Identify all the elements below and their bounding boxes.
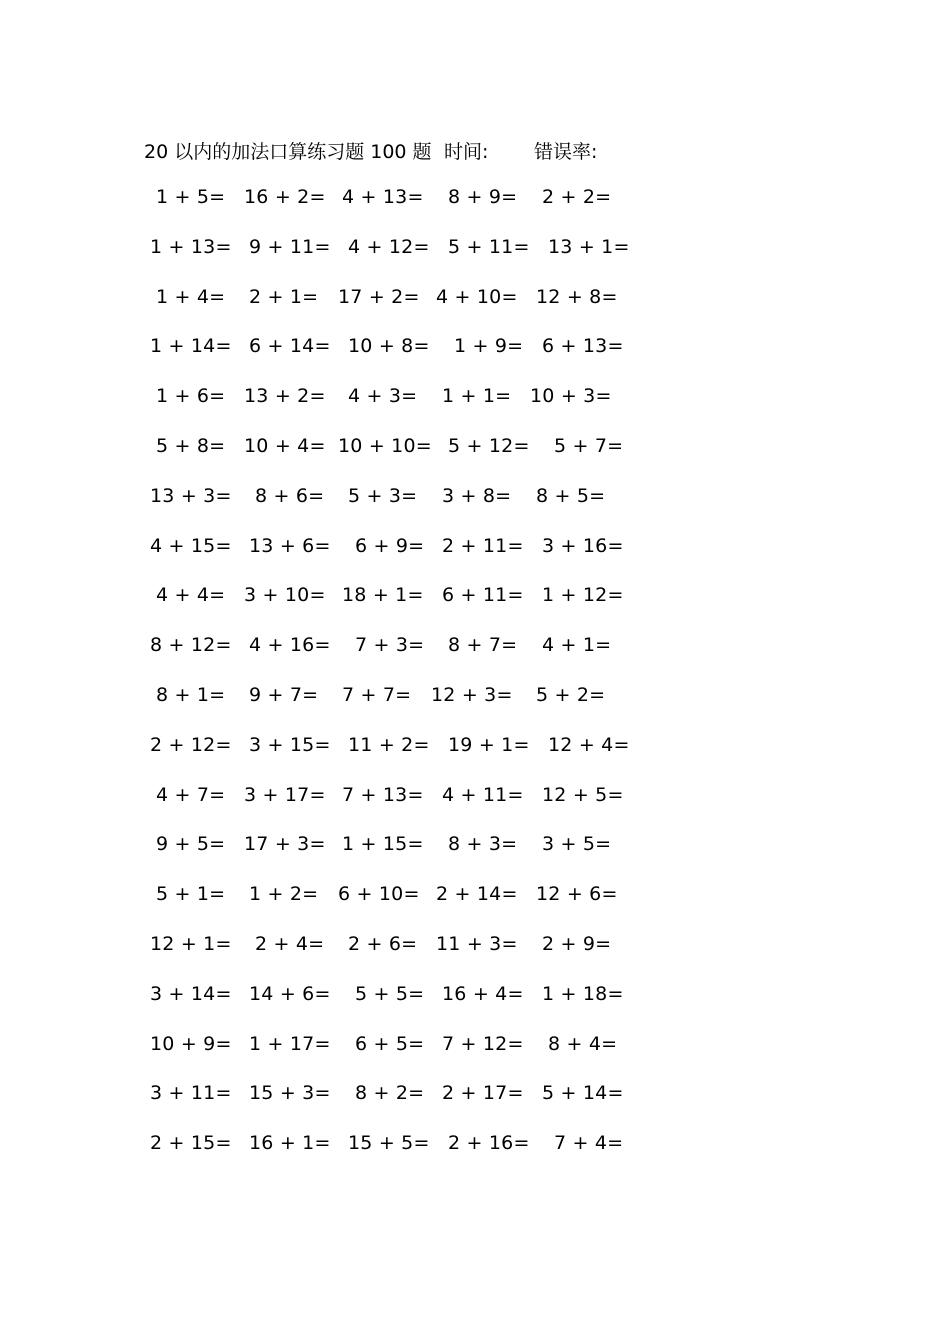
addition-problem: 8 + 9=: [448, 186, 518, 208]
addition-problem: 3 + 14=: [150, 982, 232, 1005]
problem-row: [150, 734, 630, 784]
addition-problem: 12 + 5=: [542, 783, 624, 806]
addition-problem: 5 + 11=: [448, 235, 530, 258]
addition-problem: 8 + 12=: [150, 634, 232, 657]
addition-problem: 16 + 2=: [244, 186, 326, 208]
addition-problem: 16 + 4=: [442, 982, 524, 1005]
addition-problem: 4 + 15=: [150, 534, 232, 557]
problem-row: [150, 435, 630, 485]
addition-problem: 2 + 12=: [150, 733, 232, 756]
addition-problem: 2 + 16=: [448, 1132, 530, 1155]
problem-row: [150, 784, 630, 834]
addition-problem: 4 + 12=: [348, 235, 430, 258]
addition-problem: 4 + 10=: [436, 285, 518, 308]
addition-problem: 5 + 1=: [156, 883, 226, 906]
addition-problem: 1 + 17=: [249, 1032, 331, 1055]
addition-problem: 4 + 4=: [156, 584, 226, 607]
addition-problem: 4 + 3=: [348, 385, 418, 408]
addition-problem: 7 + 4=: [554, 1132, 624, 1155]
addition-problem: 12 + 6=: [536, 883, 618, 906]
addition-problem: 7 + 7=: [342, 683, 412, 706]
addition-problem: 2 + 1=: [249, 285, 319, 308]
addition-problem: 16 + 1=: [249, 1132, 331, 1155]
problem-row: [150, 1132, 630, 1182]
addition-problem: 1 + 15=: [342, 833, 424, 856]
addition-problem: 2 + 4=: [255, 932, 325, 955]
addition-problem: 2 + 17=: [442, 1082, 524, 1105]
addition-problem: 13 + 1=: [548, 235, 630, 258]
addition-problem: 1 + 12=: [542, 584, 624, 607]
addition-problem: 12 + 3=: [431, 683, 513, 706]
addition-problem: 4 + 1=: [542, 634, 612, 657]
addition-problem: 7 + 13=: [342, 783, 424, 806]
problem-row: [150, 634, 630, 684]
addition-problem: 3 + 16=: [542, 534, 624, 557]
problem-row: [150, 983, 630, 1033]
problem-row: [150, 186, 630, 236]
addition-problem: 3 + 17=: [244, 783, 326, 806]
addition-problem: 2 + 11=: [442, 534, 524, 557]
addition-problem: 12 + 4=: [548, 733, 630, 756]
addition-problem: 8 + 6=: [255, 484, 325, 507]
problem-row: [150, 1033, 630, 1083]
problem-row: [150, 485, 630, 535]
addition-problem: 8 + 2=: [355, 1082, 425, 1105]
addition-problem: 3 + 15=: [249, 733, 331, 756]
addition-problem: 4 + 16=: [249, 634, 331, 657]
addition-problem: 12 + 1=: [150, 932, 232, 955]
problem-grid: [150, 186, 630, 1182]
problem-row: [150, 385, 630, 435]
addition-problem: 5 + 7=: [554, 434, 624, 457]
addition-problem: 1 + 14=: [150, 335, 232, 358]
addition-problem: 2 + 15=: [150, 1132, 232, 1155]
addition-problem: 2 + 14=: [436, 883, 518, 906]
addition-problem: 10 + 10=: [338, 434, 432, 457]
addition-problem: 18 + 1=: [342, 584, 424, 607]
addition-problem: 11 + 2=: [348, 733, 430, 756]
addition-problem: 8 + 7=: [448, 634, 518, 657]
addition-problem: 8 + 4=: [548, 1032, 618, 1055]
addition-problem: 8 + 5=: [536, 484, 606, 507]
addition-problem: 3 + 5=: [542, 833, 612, 856]
addition-problem: 7 + 12=: [442, 1032, 524, 1055]
problem-row: [150, 286, 630, 336]
problem-row: [150, 236, 630, 286]
problem-row: [150, 584, 630, 634]
addition-problem: 6 + 10=: [338, 883, 420, 906]
problem-row: [150, 1082, 630, 1132]
addition-problem: 15 + 3=: [249, 1082, 331, 1105]
addition-problem: 7 + 3=: [355, 634, 425, 657]
addition-problem: 5 + 8=: [156, 434, 226, 457]
addition-problem: 13 + 2=: [244, 385, 326, 408]
addition-problem: 11 + 3=: [436, 932, 518, 955]
addition-problem: 8 + 1=: [156, 683, 226, 706]
addition-problem: 1 + 4=: [156, 285, 226, 308]
addition-problem: 5 + 5=: [355, 982, 425, 1005]
addition-problem: 6 + 5=: [355, 1032, 425, 1055]
addition-problem: 6 + 9=: [355, 534, 425, 557]
addition-problem: 17 + 2=: [338, 285, 420, 308]
addition-problem: 4 + 13=: [342, 186, 424, 208]
addition-problem: 5 + 2=: [536, 683, 606, 706]
addition-problem: 19 + 1=: [448, 733, 530, 756]
addition-problem: 1 + 2=: [249, 883, 319, 906]
addition-problem: 2 + 9=: [542, 932, 612, 955]
addition-problem: 2 + 6=: [348, 932, 418, 955]
addition-problem: 9 + 7=: [249, 683, 319, 706]
error-rate-label: 错误率:: [534, 141, 598, 163]
addition-problem: 4 + 11=: [442, 783, 524, 806]
addition-problem: 8 + 3=: [448, 833, 518, 856]
addition-problem: 10 + 3=: [530, 385, 612, 408]
addition-problem: 1 + 5=: [156, 186, 226, 208]
addition-problem: 9 + 11=: [249, 235, 331, 258]
addition-problem: 1 + 9=: [454, 335, 524, 358]
addition-problem: 10 + 4=: [244, 434, 326, 457]
addition-problem: 17 + 3=: [244, 833, 326, 856]
addition-problem: 6 + 13=: [542, 335, 624, 358]
addition-problem: 3 + 8=: [442, 484, 512, 507]
addition-problem: 12 + 8=: [536, 285, 618, 308]
addition-problem: 14 + 6=: [249, 982, 331, 1005]
problem-row: [150, 684, 630, 734]
addition-problem: 1 + 18=: [542, 982, 624, 1005]
addition-problem: 1 + 13=: [150, 235, 232, 258]
addition-problem: 5 + 3=: [348, 484, 418, 507]
addition-problem: 3 + 11=: [150, 1082, 232, 1105]
problem-row: [150, 335, 630, 385]
addition-problem: 2 + 2=: [542, 186, 612, 208]
problem-row: [150, 535, 630, 585]
addition-problem: 15 + 5=: [348, 1132, 430, 1155]
problem-row: [150, 883, 630, 933]
addition-problem: 13 + 3=: [150, 484, 232, 507]
problem-row: [150, 933, 630, 983]
addition-problem: 4 + 7=: [156, 783, 226, 806]
addition-problem: 10 + 8=: [348, 335, 430, 358]
worksheet-title: 20 以内的加法口算练习题 100 题: [144, 141, 432, 163]
addition-problem: 6 + 11=: [442, 584, 524, 607]
addition-problem: 6 + 14=: [249, 335, 331, 358]
time-label: 时间:: [444, 141, 489, 163]
addition-problem: 5 + 14=: [542, 1082, 624, 1105]
addition-problem: 5 + 12=: [448, 434, 530, 457]
addition-problem: 3 + 10=: [244, 584, 326, 607]
addition-problem: 10 + 9=: [150, 1032, 232, 1055]
problem-row: [150, 833, 630, 883]
addition-problem: 9 + 5=: [156, 833, 226, 856]
addition-problem: 1 + 1=: [442, 385, 512, 408]
addition-problem: 13 + 6=: [249, 534, 331, 557]
addition-problem: 1 + 6=: [156, 385, 226, 408]
